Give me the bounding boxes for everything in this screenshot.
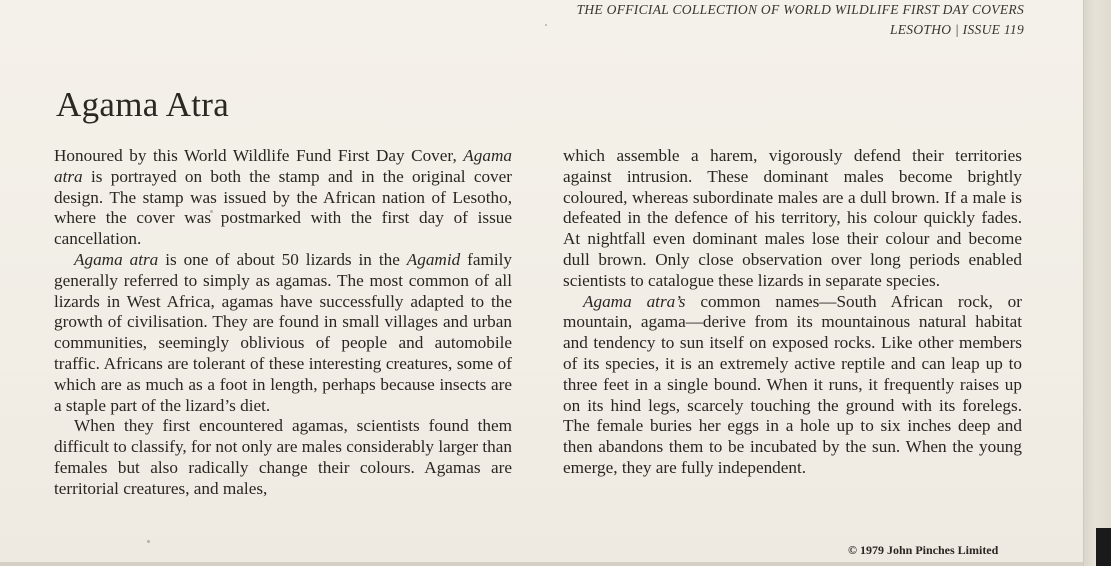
- page-edge: [1083, 0, 1111, 566]
- right-column: [563, 146, 1022, 479]
- family-name: Agamid: [406, 249, 461, 269]
- page-title: Agama Atra: [56, 85, 230, 124]
- paragraph-text: is one of about 50 lizards in the: [158, 249, 407, 269]
- paragraph: [54, 146, 512, 250]
- page-bottom-edge: [0, 562, 1083, 566]
- issue-label: LESOTHO | ISSUE 119: [889, 22, 1024, 37]
- scan-edge-shadow: [1096, 528, 1111, 566]
- paragraph: [54, 250, 512, 416]
- copyright-notice: © 1979 John Pinches Limited: [848, 543, 999, 557]
- collection-title: THE OFFICIAL COLLECTION OF WORLD WILDLIFE FIRST DAY COVERS: [576, 2, 1024, 17]
- paragraph-text: common names—South African rock, or mountain, agama—derive from its mountainous natural habitat and tendency to sun itself on exposed rocks. Like other members of its species, it is an extremely active reptile and can leap up to three feet in a single bound. When it runs, it frequently raises up on its hind legs, scarcely touching the ground with its forelegs. The female buries her eggs in a hole up to six inches deep and then abandons them to be incubated by the sun. When the young emerge, they are fully independent.: [563, 291, 1022, 477]
- species-name: Agama atra: [74, 249, 159, 269]
- paragraph-text: Honoured by this World Wildlife Fund First Day Cover,: [54, 146, 464, 165]
- paragraph: [563, 292, 1022, 479]
- left-column: [54, 146, 512, 500]
- paragraph: which assemble a harem, vigorously defend their territories against intrusion. These dominant males become brightly coloured, whereas subordinate males are a dull brown. If a male is defeated in the defence of his territory, his colour quickly fades. At nightfall even dominant males lose their colour and become dull brown. Only close observation over long periods enabled scientists to catalogue these lizards in separate species.: [563, 146, 1022, 290]
- paper-speck: [147, 540, 150, 543]
- paper-speck: [545, 24, 547, 26]
- species-name: Agama atra: [54, 146, 512, 186]
- paragraph-text: family generally referred to simply as agamas. The most common of all lizards in West Africa, agamas have successfully adapted to the growth of civilisation. They are found in small villages and urban communities, seemingly oblivious of people and automobile traffic. Africans are tolerant of these interesting creatures, some of which are as much as a foot in length, perhaps because insects are a staple part of the lizard’s diet.: [54, 249, 513, 415]
- paragraph: When they first encountered agamas, scientists found them difficult to classify, for not only are males considerably larger than females but also radically change their colours. Agamas are territorial creatures, and males,: [54, 416, 512, 498]
- collection-header: [577, 0, 1024, 40]
- paragraph-text: is portrayed on both the stamp and in the original cover design. The stamp was issued by the African nation of Lesotho, where the cover was postmarked with the first day of issue cancellation.: [54, 166, 512, 249]
- species-name: Agama atra’s: [583, 291, 686, 311]
